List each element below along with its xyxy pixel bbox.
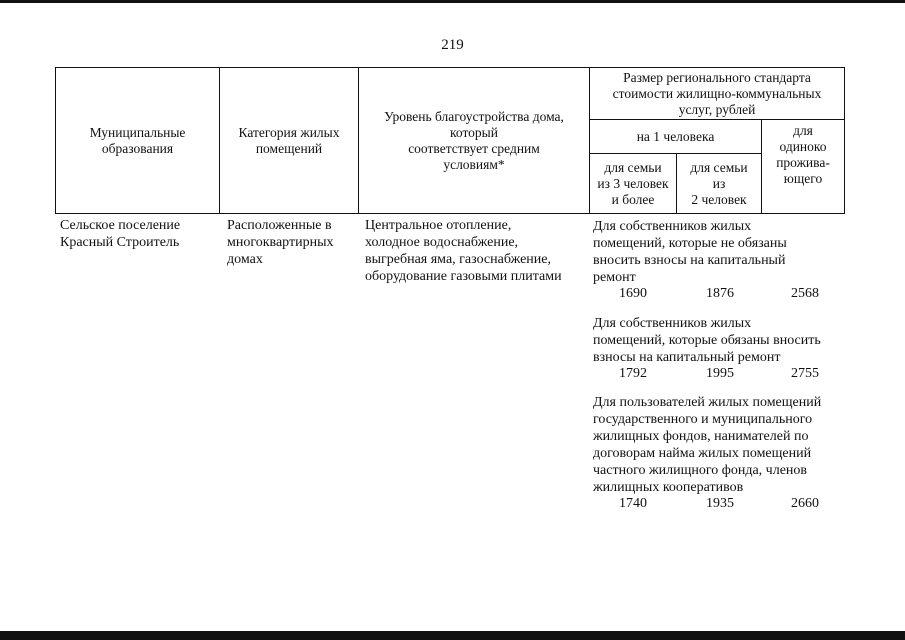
row-level: Центральное отопление, холодное водоснабжение, выгребная яма, газоснабжение, оборудование газовыми плитами	[365, 218, 562, 284]
header-family3: для семьи из 3 человек и более	[590, 154, 677, 214]
group-3-family2-value: 1935	[706, 496, 734, 511]
row-category: Расположенные в многоквартирных домах	[227, 218, 334, 267]
header-family2: для семьи из 2 человек	[677, 154, 762, 214]
header-single: для одиноко прожива- ющего	[762, 120, 845, 214]
bottom-border-line	[0, 631, 905, 640]
group-3-family3-value: 1740	[619, 496, 647, 511]
group-1-family3-value: 1690	[619, 286, 647, 301]
group-3-single-value: 2660	[791, 496, 819, 511]
group-1-label: Для собственников жилых помещений, которые не обязаны вносить взносы на капитальный ремонт	[593, 219, 787, 285]
header-municipality: Муниципальные образования	[56, 68, 220, 214]
group-2-single-value: 2755	[791, 366, 819, 381]
header-standard-size: Размер регионального стандарта стоимости жилищно-коммунальных услуг, рублей	[590, 68, 845, 120]
header-level: Уровень благоустройства дома, который соответствует средним условиям*	[359, 68, 590, 214]
header-category: Категория жилых помещений	[220, 68, 359, 214]
header-per-person: на 1 человека	[590, 120, 762, 154]
top-border-line	[0, 0, 905, 3]
table-header	[55, 67, 845, 214]
row-municipality: Сельское поселение Красный Строитель	[60, 218, 181, 250]
group-2-label: Для собственников жилых помещений, которые обязаны вносить взносы на капитальный ремонт	[593, 316, 821, 365]
group-1-family2-value: 1876	[706, 286, 734, 301]
group-2-family3-value: 1792	[619, 366, 647, 381]
page-number: 219	[441, 37, 464, 53]
group-2-family2-value: 1995	[706, 366, 734, 381]
group-3-label: Для пользователей жилых помещений государственного и муниципального жилищных фондов, нанимателей по договорам найма жилых помещений частного жилищного фонда, членов жилищных кооперативов	[593, 395, 822, 495]
group-1-single-value: 2568	[791, 286, 819, 301]
